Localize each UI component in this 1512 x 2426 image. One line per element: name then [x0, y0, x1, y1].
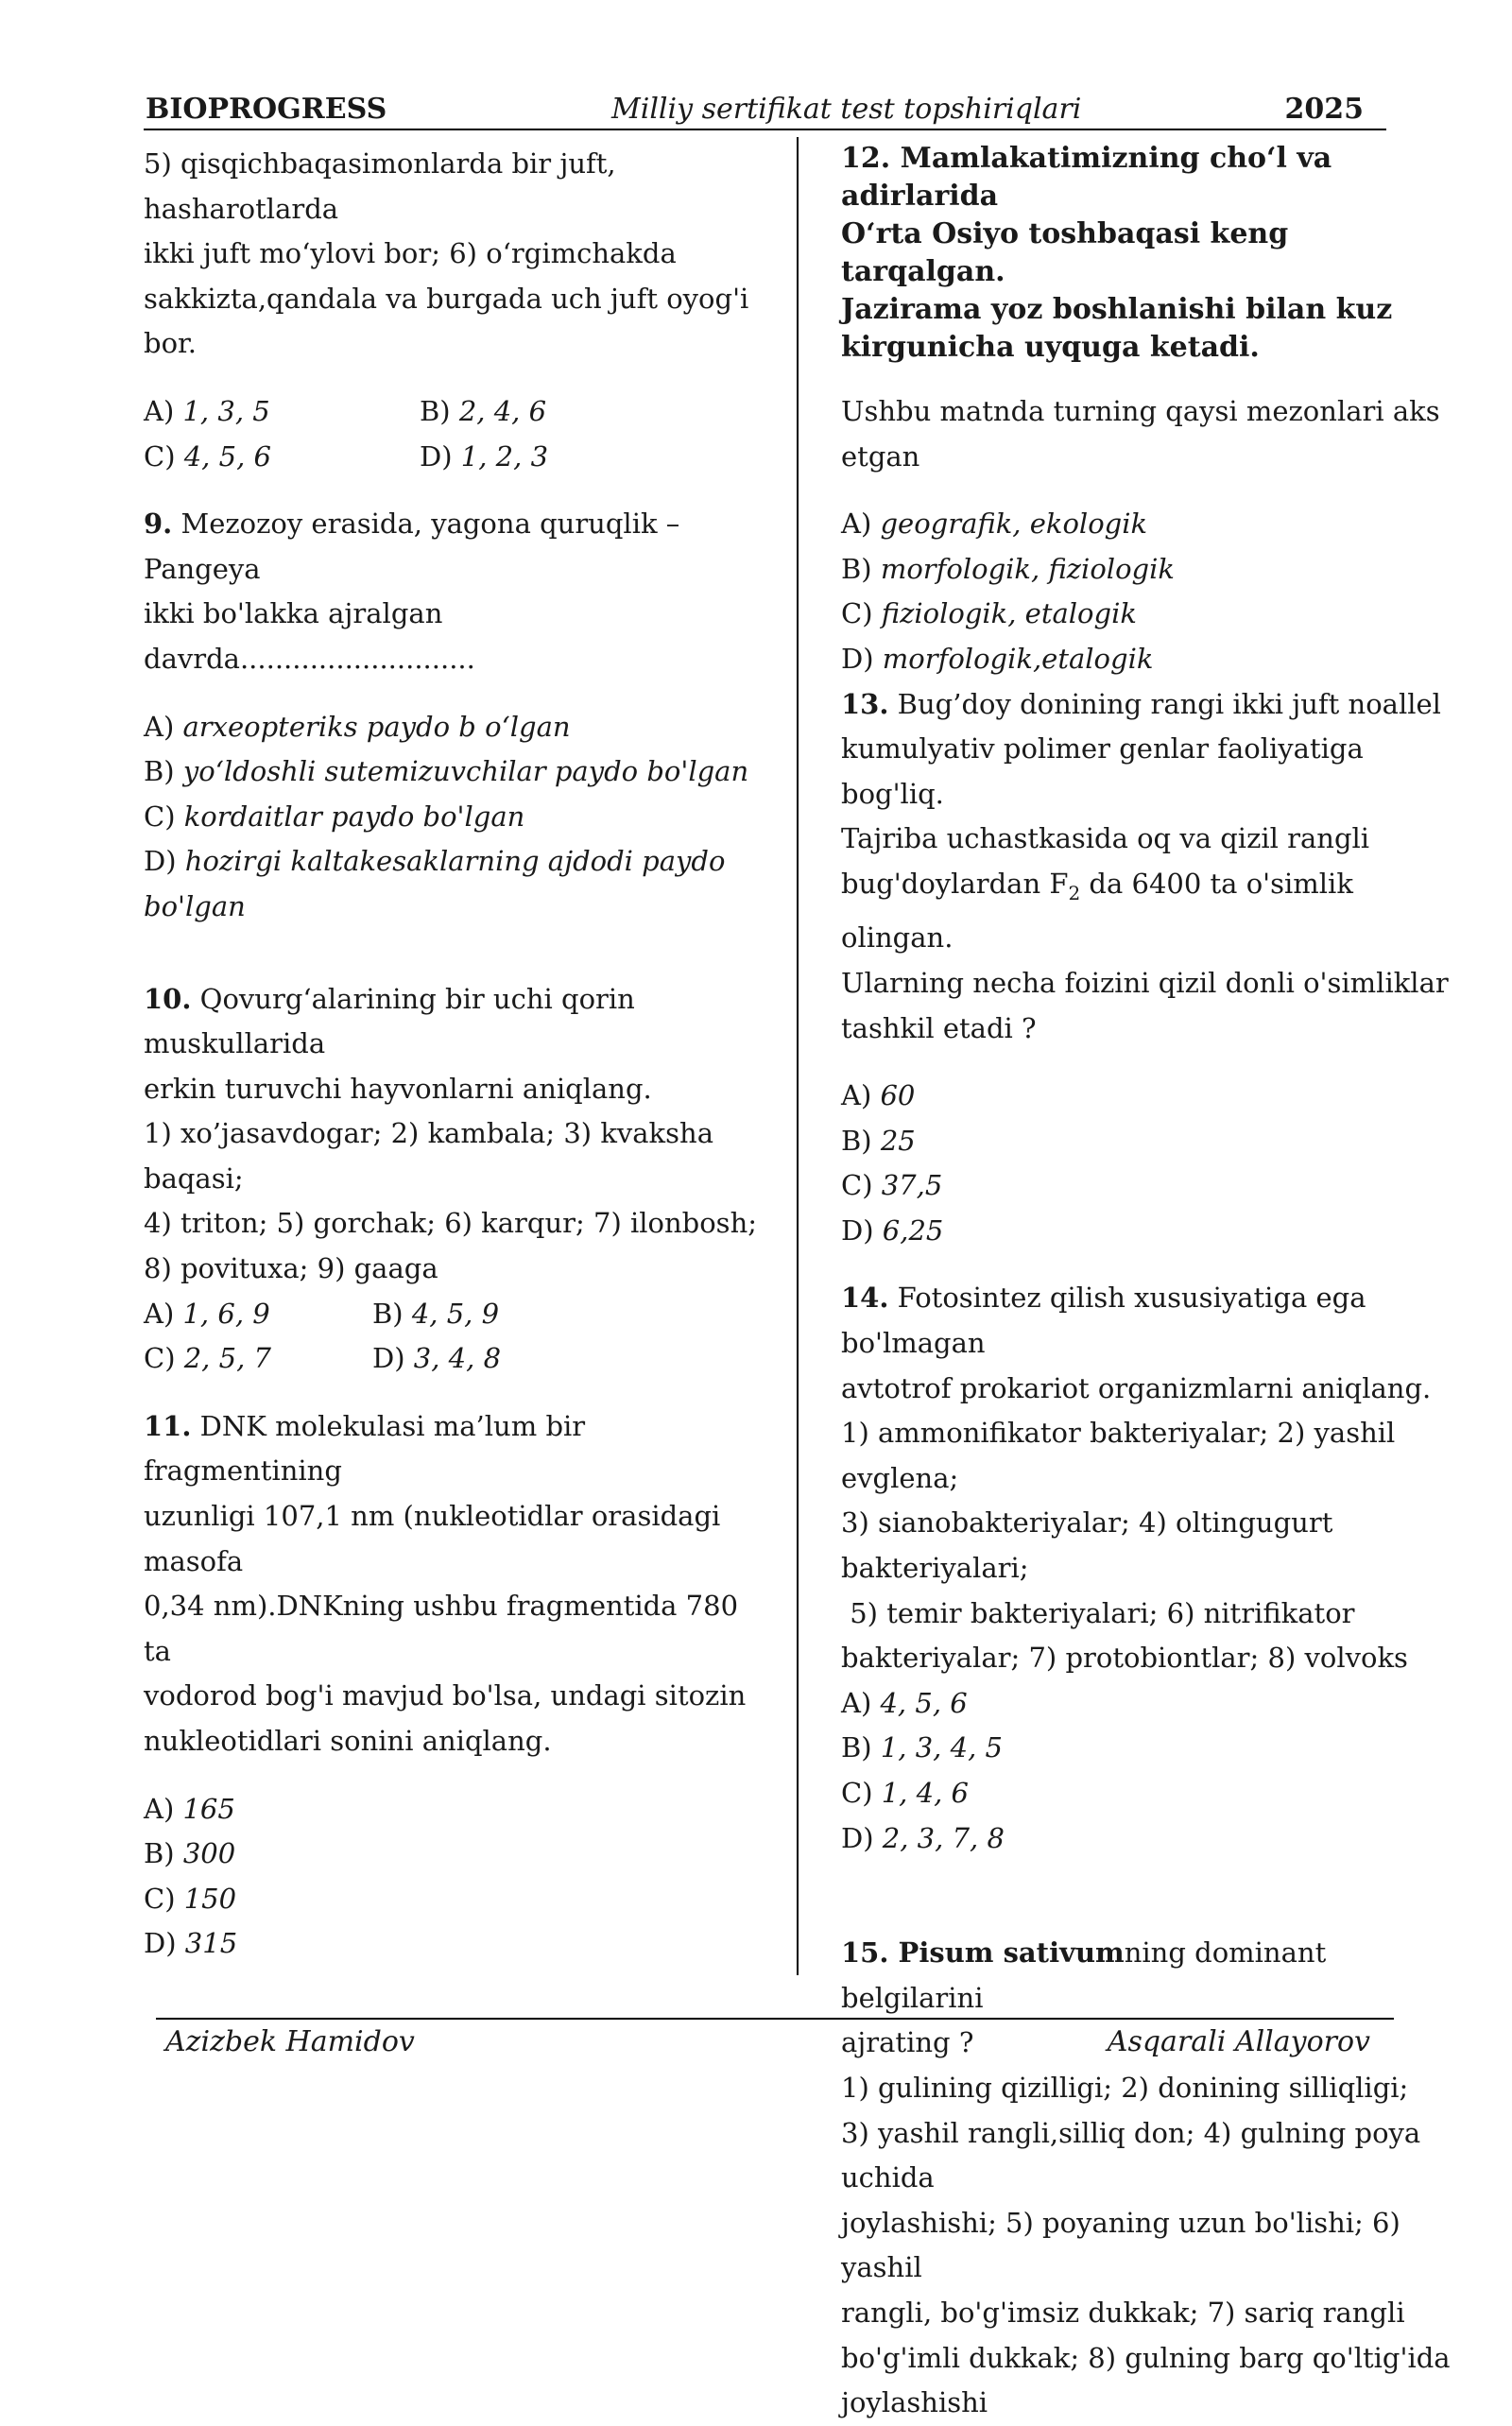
q8-text-line: ikki juft mo‘ylovi bor; 6) o‘rgimchakda [144, 237, 677, 270]
q11-option-c[interactable]: C) 150 [144, 1882, 237, 1915]
q8-options-row [144, 435, 758, 480]
page-header [144, 89, 1386, 130]
q10-option-b[interactable]: B) 4, 5, 9 [372, 1297, 500, 1330]
q12-heading [841, 140, 1455, 367]
q14-text-line: 3) sianobakteriyalar; 4) oltingugurt bakteriyalari; [841, 1506, 1333, 1585]
q12-bold-line: Jazirama yoz boshlanishi bilan kuz [841, 293, 1393, 326]
right-column [841, 140, 1455, 2426]
q14-text-line: bakteriyalar; 7) protobiontlar; 8) volvoks [841, 1642, 1408, 1675]
q8-option-a[interactable]: A) 1, 3, 5 [144, 394, 270, 427]
q15-text-line: rangli, bo'g'imsiz dukkak; 7) sariq rangli [841, 2296, 1405, 2329]
q15-text-line: 15. Pisum sativumning dominant belgilarini [841, 1936, 1327, 2014]
q11-text-line: 11. DNK molekulasi ma’lum bir fragmentining [144, 1409, 586, 1488]
q10-options-row [144, 1292, 758, 1337]
q9-option-c[interactable]: C) kordaitlar paydo bo'lgan [144, 800, 525, 833]
q15-text-line: ajrating ? [841, 2026, 974, 2059]
q12-option-b[interactable]: B) morfologik, fiziologik [841, 552, 1175, 585]
q11-option-a[interactable]: A) 165 [144, 1792, 235, 1825]
q8-option-b[interactable]: B) 2, 4, 6 [420, 394, 547, 427]
header-subtitle: Milliy sertifikat test topshiriqlari [611, 93, 1082, 126]
q15-text-line: joylashishi [841, 2386, 988, 2419]
q10-option-d[interactable]: D) 3, 4, 8 [372, 1342, 502, 1375]
q13-text-line: 13. Bug’doy donining rangi ikki juft noallel [841, 687, 1441, 720]
footer-author-left: Azizbek Hamidov [165, 2025, 415, 2058]
q11-text-line: uzunligi 107,1 nm (nukleotidlar orasidagi masofa [144, 1500, 721, 1577]
q14-text-line: 1) ammonifikator bakteriyalar; 2) yashil evglena; [841, 1417, 1396, 1494]
q14-option-c[interactable]: C) 1, 4, 6 [841, 1777, 969, 1810]
q9-option-a[interactable]: A) arxeopteriks paydo b o‘lgan [144, 710, 571, 743]
q12-question: Ushbu matnda turning qaysi mezonlari aks etgan [841, 395, 1440, 473]
q14-option-d[interactable]: D) 2, 3, 7, 8 [841, 1821, 1005, 1854]
q10-text-line: 4) triton; 5) gorchak; 6) karqur; 7) ilonbosh; [144, 1207, 758, 1240]
column-divider [797, 137, 799, 1975]
q13-option-a[interactable]: A) 60 [841, 1079, 916, 1112]
q13-option-b[interactable]: B) 25 [841, 1124, 916, 1157]
q14-text-line: 5) temir bakteriyalari; 6) nitrifikator [841, 1596, 1355, 1629]
q10-text-line: 8) povituxa; 9) gaaga [144, 1252, 438, 1285]
q15-text-line: joylashishi; 5) poyaning uzun bo'lishi; 6) yashil [841, 2206, 1400, 2284]
q15-bold-title: 15. Pisum sativum [841, 1936, 1125, 1970]
q10-text-line: erkin turuvchi hayvonlarni aniqlang. [144, 1072, 652, 1105]
q11-number: 11. [144, 1409, 192, 1442]
q8-text-line: sakkizta,qandala va burgada uch juft oyog'i bor. [144, 282, 749, 360]
footer-author-right: Asqarali Allayorov [1107, 2025, 1370, 2058]
q14-number: 14. [841, 1282, 889, 1315]
q8-option-d[interactable]: D) 1, 2, 3 [420, 439, 549, 473]
brand-title: BIOPROGRESS [146, 93, 387, 126]
q13-text-line: tashkil etadi ? [841, 1011, 1037, 1044]
q11-text-line: nukleotidlari sonini aniqlang. [144, 1725, 552, 1757]
q9-option-d-cont: bo'lgan [144, 889, 246, 922]
q13-option-d[interactable]: D) 6,25 [841, 1213, 944, 1247]
q10-options-row [144, 1336, 758, 1382]
q9-number: 9. [144, 508, 173, 541]
q13-text-line: kumulyativ polimer genlar faoliyatiga bog'liq. [841, 732, 1364, 810]
q10-text-line: 1) xo’jasavdogar; 2) kambala; 3) kvaksha baqasi; [144, 1117, 713, 1195]
q13-text-line: bug'doylardan $F_2$ da 6400 ta o'simlik olingan. [841, 867, 1353, 955]
q12-option-a[interactable]: A) geografik, ekologik [841, 508, 1148, 541]
q9-option-b[interactable]: B) yo‘ldoshli sutemizuvchilar paydo bo'lgan [144, 755, 749, 788]
q12-option-c[interactable]: C) fiziologik, etalogik [841, 597, 1137, 630]
left-column [144, 142, 758, 1967]
q10-number: 10. [144, 982, 192, 1015]
q13-text-line: Tajriba uchastkasida oq va qizil rangli [841, 822, 1370, 855]
q11-option-d[interactable]: D) 315 [144, 1927, 238, 1960]
q10-option-c[interactable]: C) 2, 5, 7 [144, 1342, 271, 1375]
q13-text-line: Ularning necha foizini qizil donli o'simliklar [841, 966, 1449, 999]
q8-text-line: 5) qisqichbaqasimonlarda bir juft, hasharotlarda [144, 147, 616, 225]
q9-text-line: 9. Mezozoy erasida, yagona quruqlik – Pangeya [144, 508, 680, 585]
q15-text-line: 3) yashil rangli,silliq don; 4) gulning poya uchida [841, 2116, 1421, 2194]
q14-text-line: 14. Fotosintez qilish xususiyatiga ega bo'lmagan [841, 1282, 1366, 1360]
q12-bold-line: kirgunicha uyquga ketadi. [841, 331, 1260, 364]
q9-option-d[interactable]: D) hozirgi kaltakesaklarning ajdodi paydo [144, 845, 726, 878]
q11-option-b[interactable]: B) 300 [144, 1837, 236, 1870]
q14-text-line: avtotrof prokariot organizmlarni aniqlang. [841, 1371, 1432, 1404]
q10-option-a[interactable]: A) 1, 6, 9 [144, 1297, 270, 1330]
q8-option-c[interactable]: C) 4, 5, 6 [144, 439, 271, 473]
footer-rule [156, 2018, 1394, 2020]
q15-text-line: 1) gulining qizilligi; 2) donining silliqligi; [841, 2071, 1409, 2104]
q13-option-c[interactable]: C) 37,5 [841, 1169, 943, 1202]
q12-option-d[interactable]: D) morfologik,etalogik [841, 642, 1154, 675]
q15-text-line: bo'g'imli dukkak; 8) gulning barg qo'ltig'ida [841, 2341, 1451, 2374]
header-year: 2025 [1284, 93, 1364, 126]
q11-text-line: vodorod bog'i mavjud bo'lsa, undagi sitozin [144, 1679, 747, 1712]
q14-option-b[interactable]: B) 1, 3, 4, 5 [841, 1731, 1003, 1764]
q12-bold-line: O‘rta Osiyo toshbaqasi keng tarqalgan. [841, 217, 1289, 288]
q14-option-a[interactable]: A) 4, 5, 6 [841, 1686, 968, 1719]
q13-number: 13. [841, 687, 889, 720]
q9-text-line: ikki bo'lakka ajralgan davrda........................... [144, 597, 475, 675]
q8-options-row [144, 389, 758, 435]
q12-bold-line: 12. Mamlakatimizning cho‘l va adirlarida [841, 142, 1332, 213]
q11-text-line: 0,34 nm).DNKning ushbu fragmentida 780 ta [144, 1590, 739, 1667]
q10-text-line: 10. Qovurg‘alarining bir uchi qorin muskullarida [144, 982, 635, 1060]
